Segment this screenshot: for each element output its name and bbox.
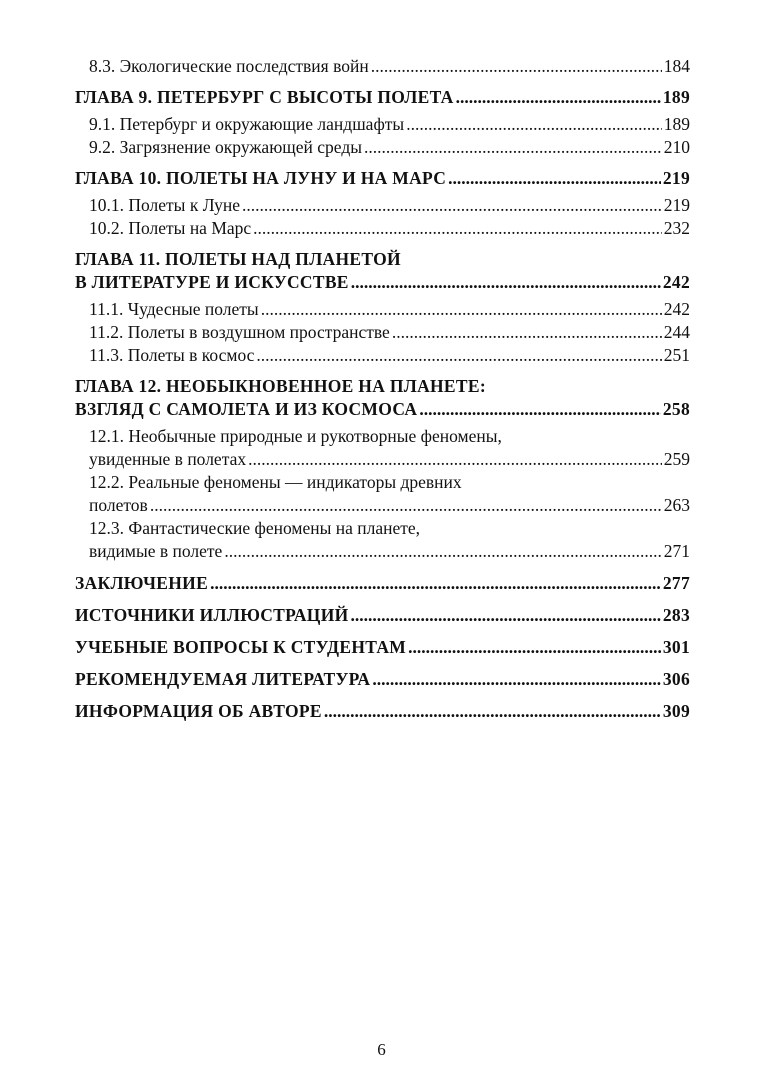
dot-leader — [456, 86, 661, 109]
toc-chapter-12 — [75, 375, 690, 421]
toc-chapter-page: 258 — [662, 399, 690, 419]
toc-chapter-page: 242 — [662, 272, 690, 292]
toc-conclusion — [75, 572, 690, 595]
dot-leader — [419, 398, 660, 421]
toc-entry-page: 242 — [663, 299, 690, 319]
toc-entry-title: 10.1. Полеты к Луне — [89, 195, 241, 215]
toc-chapter-title: ИСТОЧНИКИ ИЛЛЮСТРАЦИЙ — [75, 605, 349, 625]
toc-chapter-10 — [75, 167, 690, 190]
dot-leader — [150, 494, 662, 517]
toc-entry-title-line1: 12.2. Реальные феномены — индикаторы древних — [89, 472, 462, 492]
toc-chapter-title: ГЛАВА 10. ПОЛЕТЫ НА ЛУНУ И НА МАРС — [75, 168, 447, 188]
toc-entry-11-1 — [75, 298, 690, 321]
toc-entry-10-2 — [75, 217, 690, 240]
dot-leader — [261, 298, 662, 321]
toc-entry-title: 11.1. Чудесные полеты — [89, 299, 259, 319]
toc-entry-page: 259 — [663, 449, 690, 469]
toc-entry-title-line1: 12.1. Необычные природные и рукотворные феномены, — [89, 426, 502, 446]
page-number: 6 — [377, 1040, 386, 1059]
toc-entry-page: 271 — [663, 541, 690, 561]
toc-entry-12-2 — [75, 471, 690, 517]
toc-entry-title-line2: видимые в полете — [89, 541, 223, 561]
toc-entry-title-line2: увиденные в полетах — [89, 449, 247, 469]
toc-entry-title: 11.2. Полеты в воздушном пространстве — [89, 322, 390, 342]
toc-entry-page: 184 — [663, 56, 690, 76]
toc-chapter-page: 219 — [662, 168, 690, 188]
toc-chapter-page: 301 — [662, 637, 690, 657]
dot-leader — [242, 194, 662, 217]
toc-author-info — [75, 700, 690, 723]
toc-entry-12-1 — [75, 425, 690, 471]
toc-chapter-title: РЕКОМЕНДУЕМАЯ ЛИТЕРАТУРА — [75, 669, 371, 689]
toc-chapter-title: ЗАКЛЮЧЕНИЕ — [75, 573, 209, 593]
toc-entry-8-3 — [75, 55, 690, 78]
toc-chapter-page: 189 — [662, 87, 690, 107]
toc-entry-page: 210 — [663, 137, 690, 157]
toc-chapter-page: 306 — [662, 669, 690, 689]
dot-leader — [351, 271, 661, 294]
toc-chapter-title-line1: ГЛАВА 12. НЕОБЫКНОВЕННОЕ НА ПЛАНЕТЕ: — [75, 376, 486, 396]
toc-entry-11-3 — [75, 344, 690, 367]
dot-leader — [406, 113, 662, 136]
dot-leader — [324, 700, 661, 723]
toc-entry-9-1 — [75, 113, 690, 136]
toc-entry-page: 189 — [663, 114, 690, 134]
dot-leader — [253, 217, 662, 240]
toc-entry-title: 11.3. Полеты в космос — [89, 345, 255, 365]
dot-leader — [224, 540, 661, 563]
dot-leader — [351, 604, 661, 627]
dot-leader — [392, 321, 662, 344]
toc-entry-title: 8.3. Экологические последствия войн — [89, 56, 369, 76]
toc-entry-9-2 — [75, 136, 690, 159]
dot-leader — [448, 167, 661, 190]
toc-entry-title: 9.1. Петербург и окружающие ландшафты — [89, 114, 405, 134]
toc-entry-title-line2: полетов — [89, 495, 148, 515]
toc-chapter-title-line1: ГЛАВА 11. ПОЛЕТЫ НАД ПЛАНЕТОЙ — [75, 249, 401, 269]
toc-entry-title: 10.2. Полеты на Марс — [89, 218, 252, 238]
toc-entry-12-3 — [75, 517, 690, 563]
table-of-contents — [75, 55, 690, 723]
dot-leader — [364, 136, 662, 159]
toc-entry-11-2 — [75, 321, 690, 344]
toc-entry-10-1 — [75, 194, 690, 217]
toc-student-questions — [75, 636, 690, 659]
toc-chapter-page: 309 — [662, 701, 690, 721]
dot-leader — [372, 668, 661, 691]
toc-entry-page: 219 — [663, 195, 690, 215]
dot-leader — [371, 55, 662, 78]
toc-chapter-title: ГЛАВА 9. ПЕТЕРБУРГ С ВЫСОТЫ ПОЛЕТА — [75, 87, 454, 107]
dot-leader — [256, 344, 661, 367]
toc-entry-title: 9.2. Загрязнение окружающей среды — [89, 137, 362, 157]
toc-recommended-literature — [75, 668, 690, 691]
toc-chapter-page: 283 — [662, 605, 690, 625]
toc-entry-page: 263 — [663, 495, 690, 515]
toc-chapter-title-line2: В ЛИТЕРАТУРЕ И ИСКУССТВЕ — [75, 272, 349, 292]
dot-leader — [248, 448, 662, 471]
toc-chapter-title-line2: ВЗГЛЯД С САМОЛЕТА И ИЗ КОСМОСА — [75, 399, 418, 419]
toc-chapter-11 — [75, 248, 690, 294]
toc-entry-page: 232 — [663, 218, 690, 238]
toc-entry-page: 244 — [663, 322, 690, 342]
toc-illustration-sources — [75, 604, 690, 627]
toc-chapter-title: ИНФОРМАЦИЯ ОБ АВТОРЕ — [75, 701, 322, 721]
toc-entry-title-line1: 12.3. Фантастические феномены на планете, — [89, 518, 421, 538]
toc-chapter-title: УЧЕБНЫЕ ВОПРОСЫ К СТУДЕНТАМ — [75, 637, 407, 657]
toc-chapter-9 — [75, 86, 690, 109]
dot-leader — [210, 572, 661, 595]
dot-leader — [408, 636, 661, 659]
toc-chapter-page: 277 — [662, 573, 690, 593]
toc-entry-page: 251 — [663, 345, 690, 365]
